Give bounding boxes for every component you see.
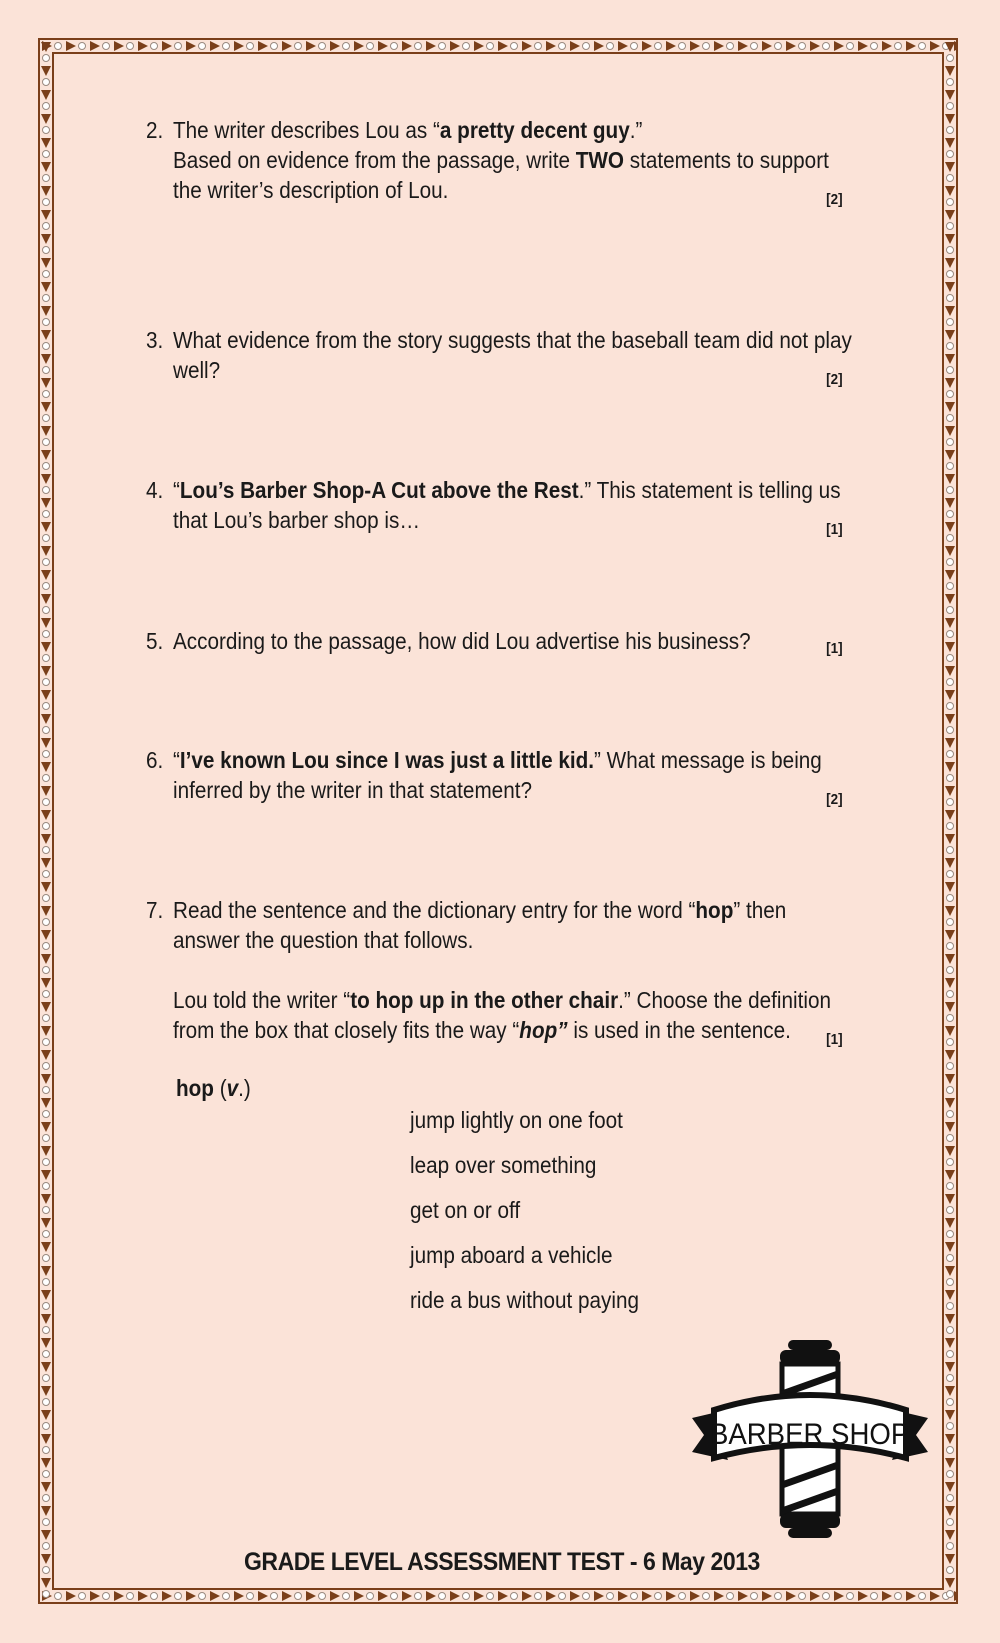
- question-2: [146, 115, 843, 208]
- question-4: [146, 475, 843, 538]
- definition-item: get on or off: [410, 1197, 521, 1223]
- question-number: 5.: [146, 628, 164, 654]
- definition-item: leap over something: [410, 1152, 597, 1178]
- marks-badge: [2]: [826, 371, 843, 388]
- question-text-line: The writer describes Lou as “a pretty decent guy.”: [173, 117, 643, 143]
- question-text-line: well?: [173, 357, 221, 383]
- question-number: 3.: [146, 327, 164, 353]
- question-text-line: answer the question that follows.: [173, 927, 474, 953]
- question-6: [146, 745, 843, 808]
- question-text-line: “Lou’s Barber Shop-A Cut above the Rest.” This statement is telling us: [173, 477, 841, 503]
- barber-pole-logo: [690, 1340, 930, 1560]
- definition-item: jump aboard a vehicle: [410, 1242, 613, 1268]
- question-3: [146, 325, 852, 388]
- question-text-line: Based on evidence from the passage, write TWO statements to support: [173, 147, 829, 173]
- logo-text: BARBER SHOP: [709, 1417, 910, 1452]
- marks-badge: [2]: [826, 791, 843, 808]
- definition-list: [410, 1105, 639, 1330]
- question-number: 4.: [146, 477, 164, 503]
- question-text-line: Lou told the writer “to hop up in the other chair.” Choose the definition: [173, 987, 832, 1013]
- question-number: 7.: [146, 897, 164, 923]
- question-text-line: inferred by the writer in that statement?: [173, 777, 532, 803]
- question-text-line: the writer’s description of Lou.: [173, 177, 449, 203]
- dictionary-headword: hop (v.): [176, 1075, 251, 1101]
- question-number: 6.: [146, 747, 164, 773]
- question-text-line: What evidence from the story suggests that the baseball team did not play: [173, 327, 852, 353]
- marks-badge: [1]: [826, 640, 843, 657]
- question-text-line: that Lou’s barber shop is…: [173, 507, 421, 533]
- footer-title: GRADE LEVEL ASSESSMENT TEST - 6 May 2013: [244, 1548, 760, 1576]
- marks-badge: [2]: [826, 191, 843, 208]
- definition-item: jump lightly on one foot: [410, 1107, 623, 1133]
- question-text-line: from the box that closely fits the way “hop” is used in the sentence.: [173, 1017, 791, 1043]
- question-number: 2.: [146, 117, 164, 143]
- question-text-line: “I’ve known Lou since I was just a little kid.” What message is being: [173, 747, 822, 773]
- marks-badge: [1]: [826, 521, 843, 538]
- question-text-line: According to the passage, how did Lou advertise his business?: [173, 628, 751, 654]
- question-7: [146, 895, 843, 1048]
- question-5: [146, 626, 843, 657]
- marks-badge: [1]: [826, 1031, 843, 1048]
- definition-item: ride a bus without paying: [410, 1287, 639, 1313]
- question-text-line: Read the sentence and the dictionary entry for the word “hop” then: [173, 897, 787, 923]
